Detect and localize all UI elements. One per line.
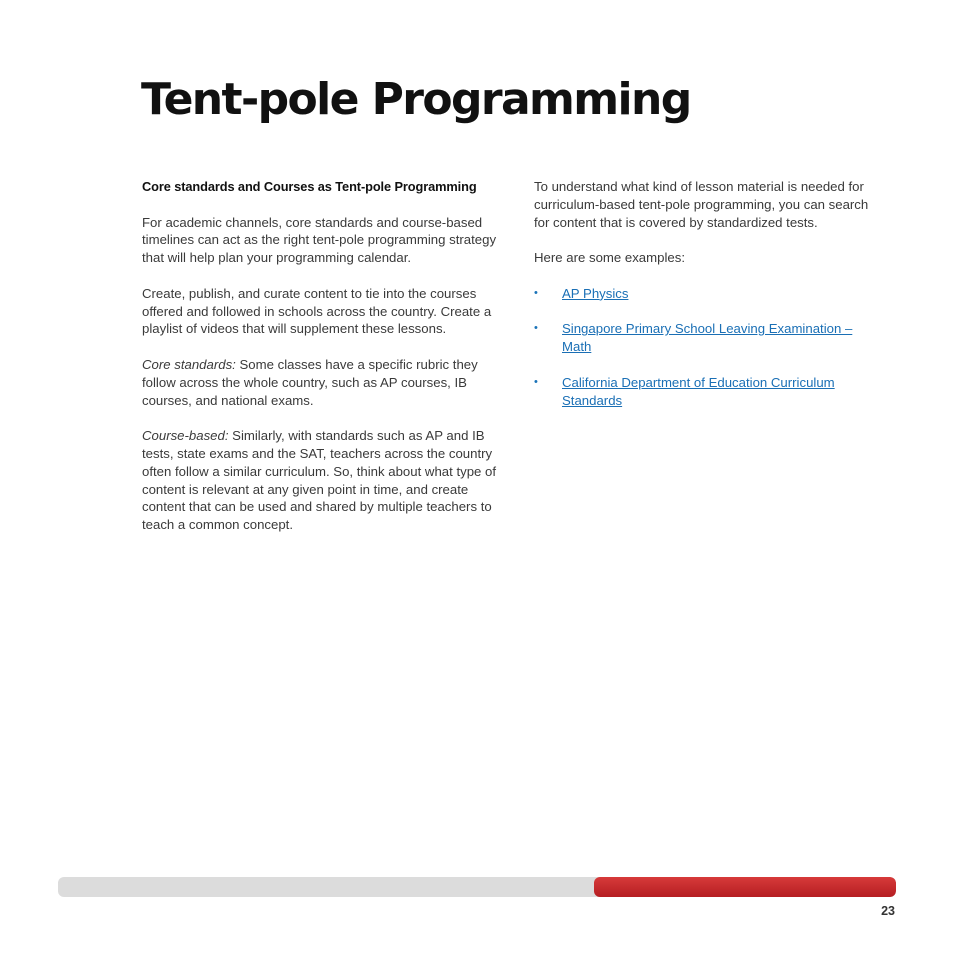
- bullet-icon: •: [534, 286, 538, 299]
- examples-intro: Here are some examples:: [534, 250, 685, 266]
- reading-progress-fill: [594, 877, 896, 897]
- ap-physics-link[interactable]: AP Physics: [562, 285, 629, 301]
- section-heading: Core standards and Courses as Tent-pole Programming: [142, 179, 477, 194]
- course-based-paragraph: [142, 427, 514, 534]
- course-based-text: Similarly, with standards such as AP and IB tests, state exams and the SAT, teachers across the country often follow a similar curriculum. So, think about what type of content is relevant at any given point in time, and create content that can be used and shared by multiple teachers to teach a common concept.: [142, 428, 497, 533]
- bullet-icon: •: [534, 322, 538, 335]
- singapore-psle-math-link[interactable]: Singapore Primary School Leaving Examination – Math: [562, 321, 853, 355]
- bullet-icon: •: [534, 375, 538, 388]
- list-item: [534, 285, 874, 303]
- page-title: Tent-pole Programming: [141, 74, 691, 125]
- reading-progress-bar: [58, 877, 896, 897]
- left-column: [142, 178, 514, 552]
- core-standards-paragraph: [142, 356, 514, 409]
- curate-paragraph: Create, publish, and curate content to tie into the courses offered and followed in schools across the country. Create a playlist of videos that will supplement these lessons.: [142, 285, 492, 337]
- right-column: [534, 178, 874, 427]
- examples-list: [534, 285, 874, 410]
- search-paragraph: To understand what kind of lesson material is needed for curriculum-based tent-pole programming, you can search for content that is covered by standardized tests.: [534, 179, 869, 230]
- list-item: [534, 320, 874, 356]
- list-item: [534, 374, 874, 410]
- california-standards-link[interactable]: California Department of Education Curriculum Standards: [562, 374, 835, 408]
- core-standards-text: Some classes have a specific rubric they follow across the whole country, such as AP courses, IB courses, and national exams.: [142, 356, 478, 408]
- core-standards-label: Core standards:: [142, 356, 236, 372]
- intro-paragraph: For academic channels, core standards and course-based timelines can act as the right tent-pole programming strategy that will help plan your programming calendar.: [142, 214, 497, 266]
- course-based-label: Course-based:: [142, 428, 229, 444]
- page-number: 23: [881, 904, 895, 918]
